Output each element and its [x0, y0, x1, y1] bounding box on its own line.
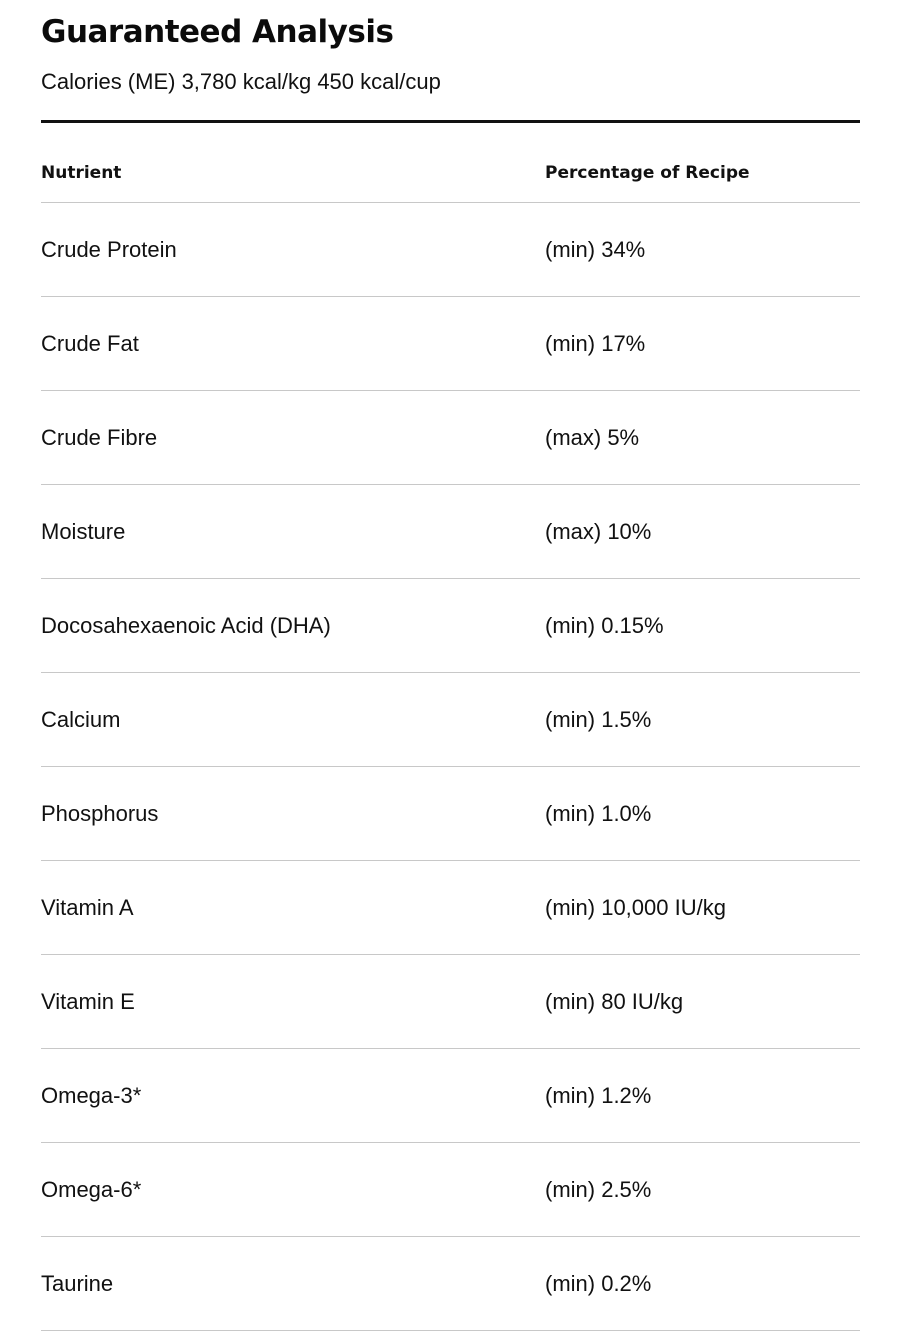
table-row: [41, 1237, 860, 1331]
table-row: [41, 579, 860, 673]
table-header: [41, 163, 860, 187]
nutrient-name: Taurine: [41, 1271, 114, 1296]
nutrient-percentage: (min) 0.15%: [545, 613, 664, 638]
table-row: [41, 673, 860, 767]
title-divider: [41, 120, 860, 123]
table-row: [41, 485, 860, 579]
nutrient-percentage: (min) 17%: [545, 331, 646, 356]
nutrient-percentage: (min) 2.5%: [545, 1177, 652, 1202]
nutrient-percentage: (max) 10%: [545, 519, 652, 544]
table-row: [41, 203, 860, 297]
nutrient-name: Omega-6*: [41, 1177, 142, 1202]
table-row: [41, 1143, 860, 1237]
nutrient-percentage: (min) 34%: [545, 237, 646, 262]
table-row: [41, 767, 860, 861]
nutrient-name: Crude Protein: [41, 237, 177, 262]
nutrient-name: Crude Fibre: [41, 425, 158, 450]
header-percentage: Percentage of Recipe: [545, 163, 750, 183]
nutrient-name: Calcium: [41, 707, 121, 732]
table-row: [41, 955, 860, 1049]
nutrient-name: Vitamin A: [41, 895, 134, 920]
table-row: [41, 297, 860, 391]
nutrient-percentage: (min) 1.5%: [545, 707, 652, 732]
table-row: [41, 861, 860, 955]
header-nutrient: Nutrient: [41, 163, 122, 183]
nutrient-name: Docosahexaenoic Acid (DHA): [41, 613, 331, 638]
nutrient-percentage: (max) 5%: [545, 425, 640, 450]
nutrient-name: Crude Fat: [41, 331, 139, 356]
nutrient-percentage: (min) 80 IU/kg: [545, 989, 684, 1014]
section-title: Guaranteed Analysis: [41, 14, 394, 50]
table-row: [41, 391, 860, 485]
nutrient-percentage: (min) 1.0%: [545, 801, 652, 826]
calories-line: Calories (ME) 3,780 kcal/kg 450 kcal/cup: [41, 69, 441, 94]
nutrient-percentage: (min) 10,000 IU/kg: [545, 895, 726, 920]
nutrient-name: Phosphorus: [41, 801, 159, 826]
nutrient-name: Moisture: [41, 519, 126, 544]
table-row: [41, 1049, 860, 1143]
nutrient-name: Omega-3*: [41, 1083, 142, 1108]
nutrient-table-body: [41, 203, 860, 1331]
nutrient-name: Vitamin E: [41, 989, 135, 1014]
nutrient-percentage: (min) 1.2%: [545, 1083, 652, 1108]
nutrient-percentage: (min) 0.2%: [545, 1271, 652, 1296]
